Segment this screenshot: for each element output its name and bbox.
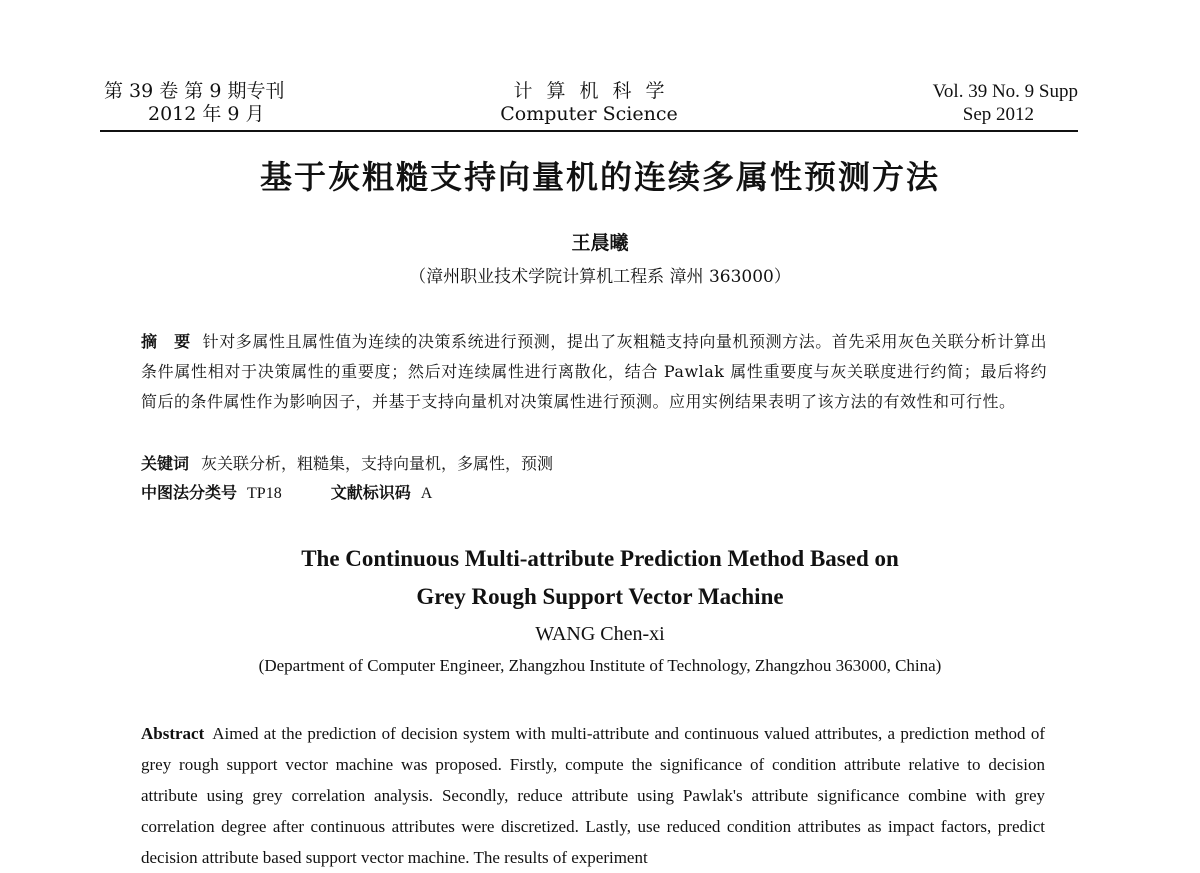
abstract-cn-text: 针对多属性且属性值为连续的决策系统进行预测，提出了灰粗糙支持向量机预测方法。首先采用灰色关联分析计算出条件属性相对于决策属性的重要度；然后对连续属性进行离散化，结合 Pawlak 属性重要度与灰关联度进行约简；最后将约简后的条件属性作为影响因子，并基于支持向量机对决策属性进行预测。应用实例结果表明了该方法的有效性和可行性。: [141, 332, 1047, 411]
doc-code-value: A: [420, 485, 433, 502]
keywords-cn: [141, 450, 1047, 478]
affiliation-en: (Department of Computer Engineer, Zhangzhou Institute of Technology, Zhangzhou 363000, China): [258, 656, 942, 675]
abstract-en-label: Abstract: [141, 724, 205, 743]
issue-volume-en: Vol. 39 No. 9 Supp: [932, 81, 1078, 102]
journal-name-en: Computer Science: [500, 103, 678, 125]
abstract-cn-label: 摘 要: [141, 332, 191, 351]
paper-title-cn: 基于灰粗糙支持向量机的连续多属性预测方法: [259, 158, 940, 196]
classification-line: [141, 479, 1047, 508]
clc-value: TP18: [247, 485, 282, 502]
paper-title-en: [0, 540, 1200, 616]
abstract-en: [141, 718, 1045, 873]
abstract-en-text: Aimed at the prediction of decision system with multi-attribute and continuous valued attributes, a prediction method of grey rough support vector machine was proposed. Firstly, compute the significance of condition attribute relative to decision attribute using grey correlation analysis. Secondly, reduce attribute using Pawlak's attribute significance combine with grey correlation degree after continuous attributes were discretized. Lastly, use reduced condition attributes as impact factors, predict decision attribute based support vector machine. The results of experiment: [141, 724, 1045, 867]
author-cn: 王晨曦: [571, 232, 629, 254]
author-en: WANG Chen-xi: [535, 623, 665, 645]
clc-item: [141, 479, 282, 508]
doc-code-item: [331, 479, 433, 508]
issue-volume: 第 39 卷 第 9 期专刊: [104, 80, 285, 102]
journal-header: [100, 80, 1078, 132]
affiliation-cn: （漳州职业技术学院计算机工程系 漳州 363000）: [409, 267, 791, 287]
doc-code-label: 文献标识码: [330, 483, 411, 502]
keywords-cn-text: 灰关联分析，粗糙集，支持向量机，多属性，预测: [201, 454, 554, 473]
journal-name-cn: 计算机科学: [513, 80, 679, 102]
keywords-cn-label: 关键词: [141, 454, 190, 473]
paper-title-en-line1: The Continuous Multi-attribute Prediction Method Based on: [301, 546, 899, 571]
issue-date: 2012 年 9 月: [148, 103, 265, 125]
abstract-cn: [141, 327, 1047, 417]
issue-date-en: Sep 2012: [962, 104, 1034, 125]
issue-info-en: [933, 80, 1078, 126]
journal-name: [100, 80, 1078, 126]
clc-label: 中图法分类号: [141, 483, 238, 502]
paper-title-en-line2: Grey Rough Support Vector Machine: [416, 584, 784, 609]
